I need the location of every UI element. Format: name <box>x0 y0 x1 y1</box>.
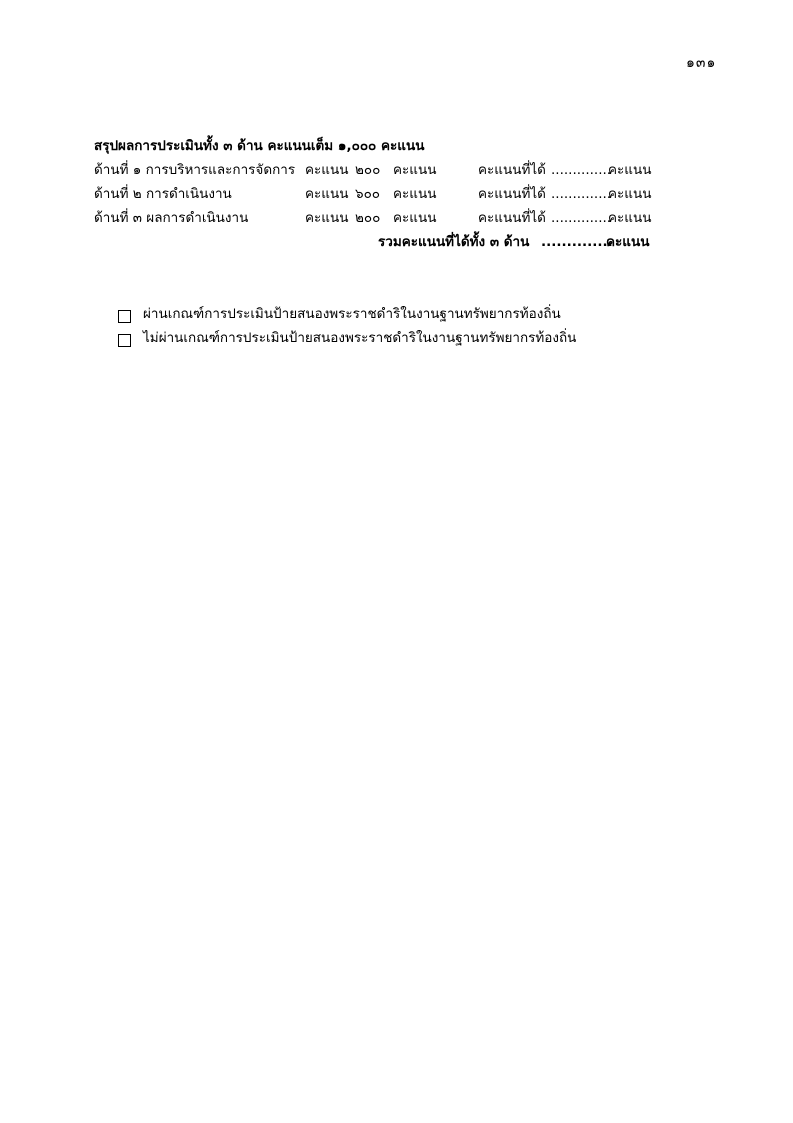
score-label: คะแนน <box>305 162 349 178</box>
obtained-score-blank: .............. <box>551 162 612 178</box>
row-name: ด้านที่ ๓ ผลการดำเนินงาน <box>94 210 249 226</box>
score-unit: คะแนน <box>393 162 437 178</box>
summary-row-2 <box>94 182 654 206</box>
checkbox-fail[interactable] <box>118 334 131 347</box>
total-unit: คะแนน <box>606 234 650 250</box>
row-name: ด้านที่ ๑ การบริหารและการจัดการ <box>94 162 296 178</box>
obtained-score-unit: คะแนน <box>608 162 652 178</box>
score-label: คะแนน <box>305 210 349 226</box>
full-score: ๖๐๐ <box>355 186 381 202</box>
score-label: คะแนน <box>305 186 349 202</box>
option-pass-label: ผ่านเกณฑ์การประเมินป้ายสนองพระราชดำริในงานฐานทรัพยากรท้องถิ่น <box>143 306 561 322</box>
obtained-score-blank: .............. <box>551 210 612 226</box>
full-score: ๒๐๐ <box>355 210 381 226</box>
obtained-score-label: คะแนนที่ได้ <box>478 210 546 226</box>
full-score: ๒๐๐ <box>355 162 381 178</box>
obtained-score-blank: .............. <box>551 186 612 202</box>
obtained-score-unit: คะแนน <box>608 210 652 226</box>
score-unit: คะแนน <box>393 186 437 202</box>
page-number: ๑๓๑ <box>686 55 717 71</box>
summary-title: สรุปผลการประเมินทั้ง ๓ ด้าน คะแนนเต็ม ๑,๐๐๐ คะแนน <box>94 138 425 154</box>
total-blank: .............. <box>541 234 613 250</box>
obtained-score-label: คะแนนที่ได้ <box>478 162 546 178</box>
score-unit: คะแนน <box>393 210 437 226</box>
option-fail-label: ไม่ผ่านเกณฑ์การประเมินป้ายสนองพระราชดำริในงานฐานทรัพยากรท้องถิ่น <box>143 330 577 346</box>
option-fail[interactable] <box>118 326 576 350</box>
obtained-score-unit: คะแนน <box>608 186 652 202</box>
evaluation-summary <box>94 134 654 254</box>
summary-row-1 <box>94 158 654 182</box>
summary-row-3 <box>94 206 654 230</box>
obtained-score-label: คะแนนที่ได้ <box>478 186 546 202</box>
checkbox-pass[interactable] <box>118 310 131 323</box>
total-row <box>94 230 654 254</box>
result-options <box>118 302 576 350</box>
total-label: รวมคะแนนที่ได้ทั้ง ๓ ด้าน <box>378 234 530 250</box>
option-pass[interactable] <box>118 302 576 326</box>
row-name: ด้านที่ ๒ การดำเนินงาน <box>94 186 232 202</box>
